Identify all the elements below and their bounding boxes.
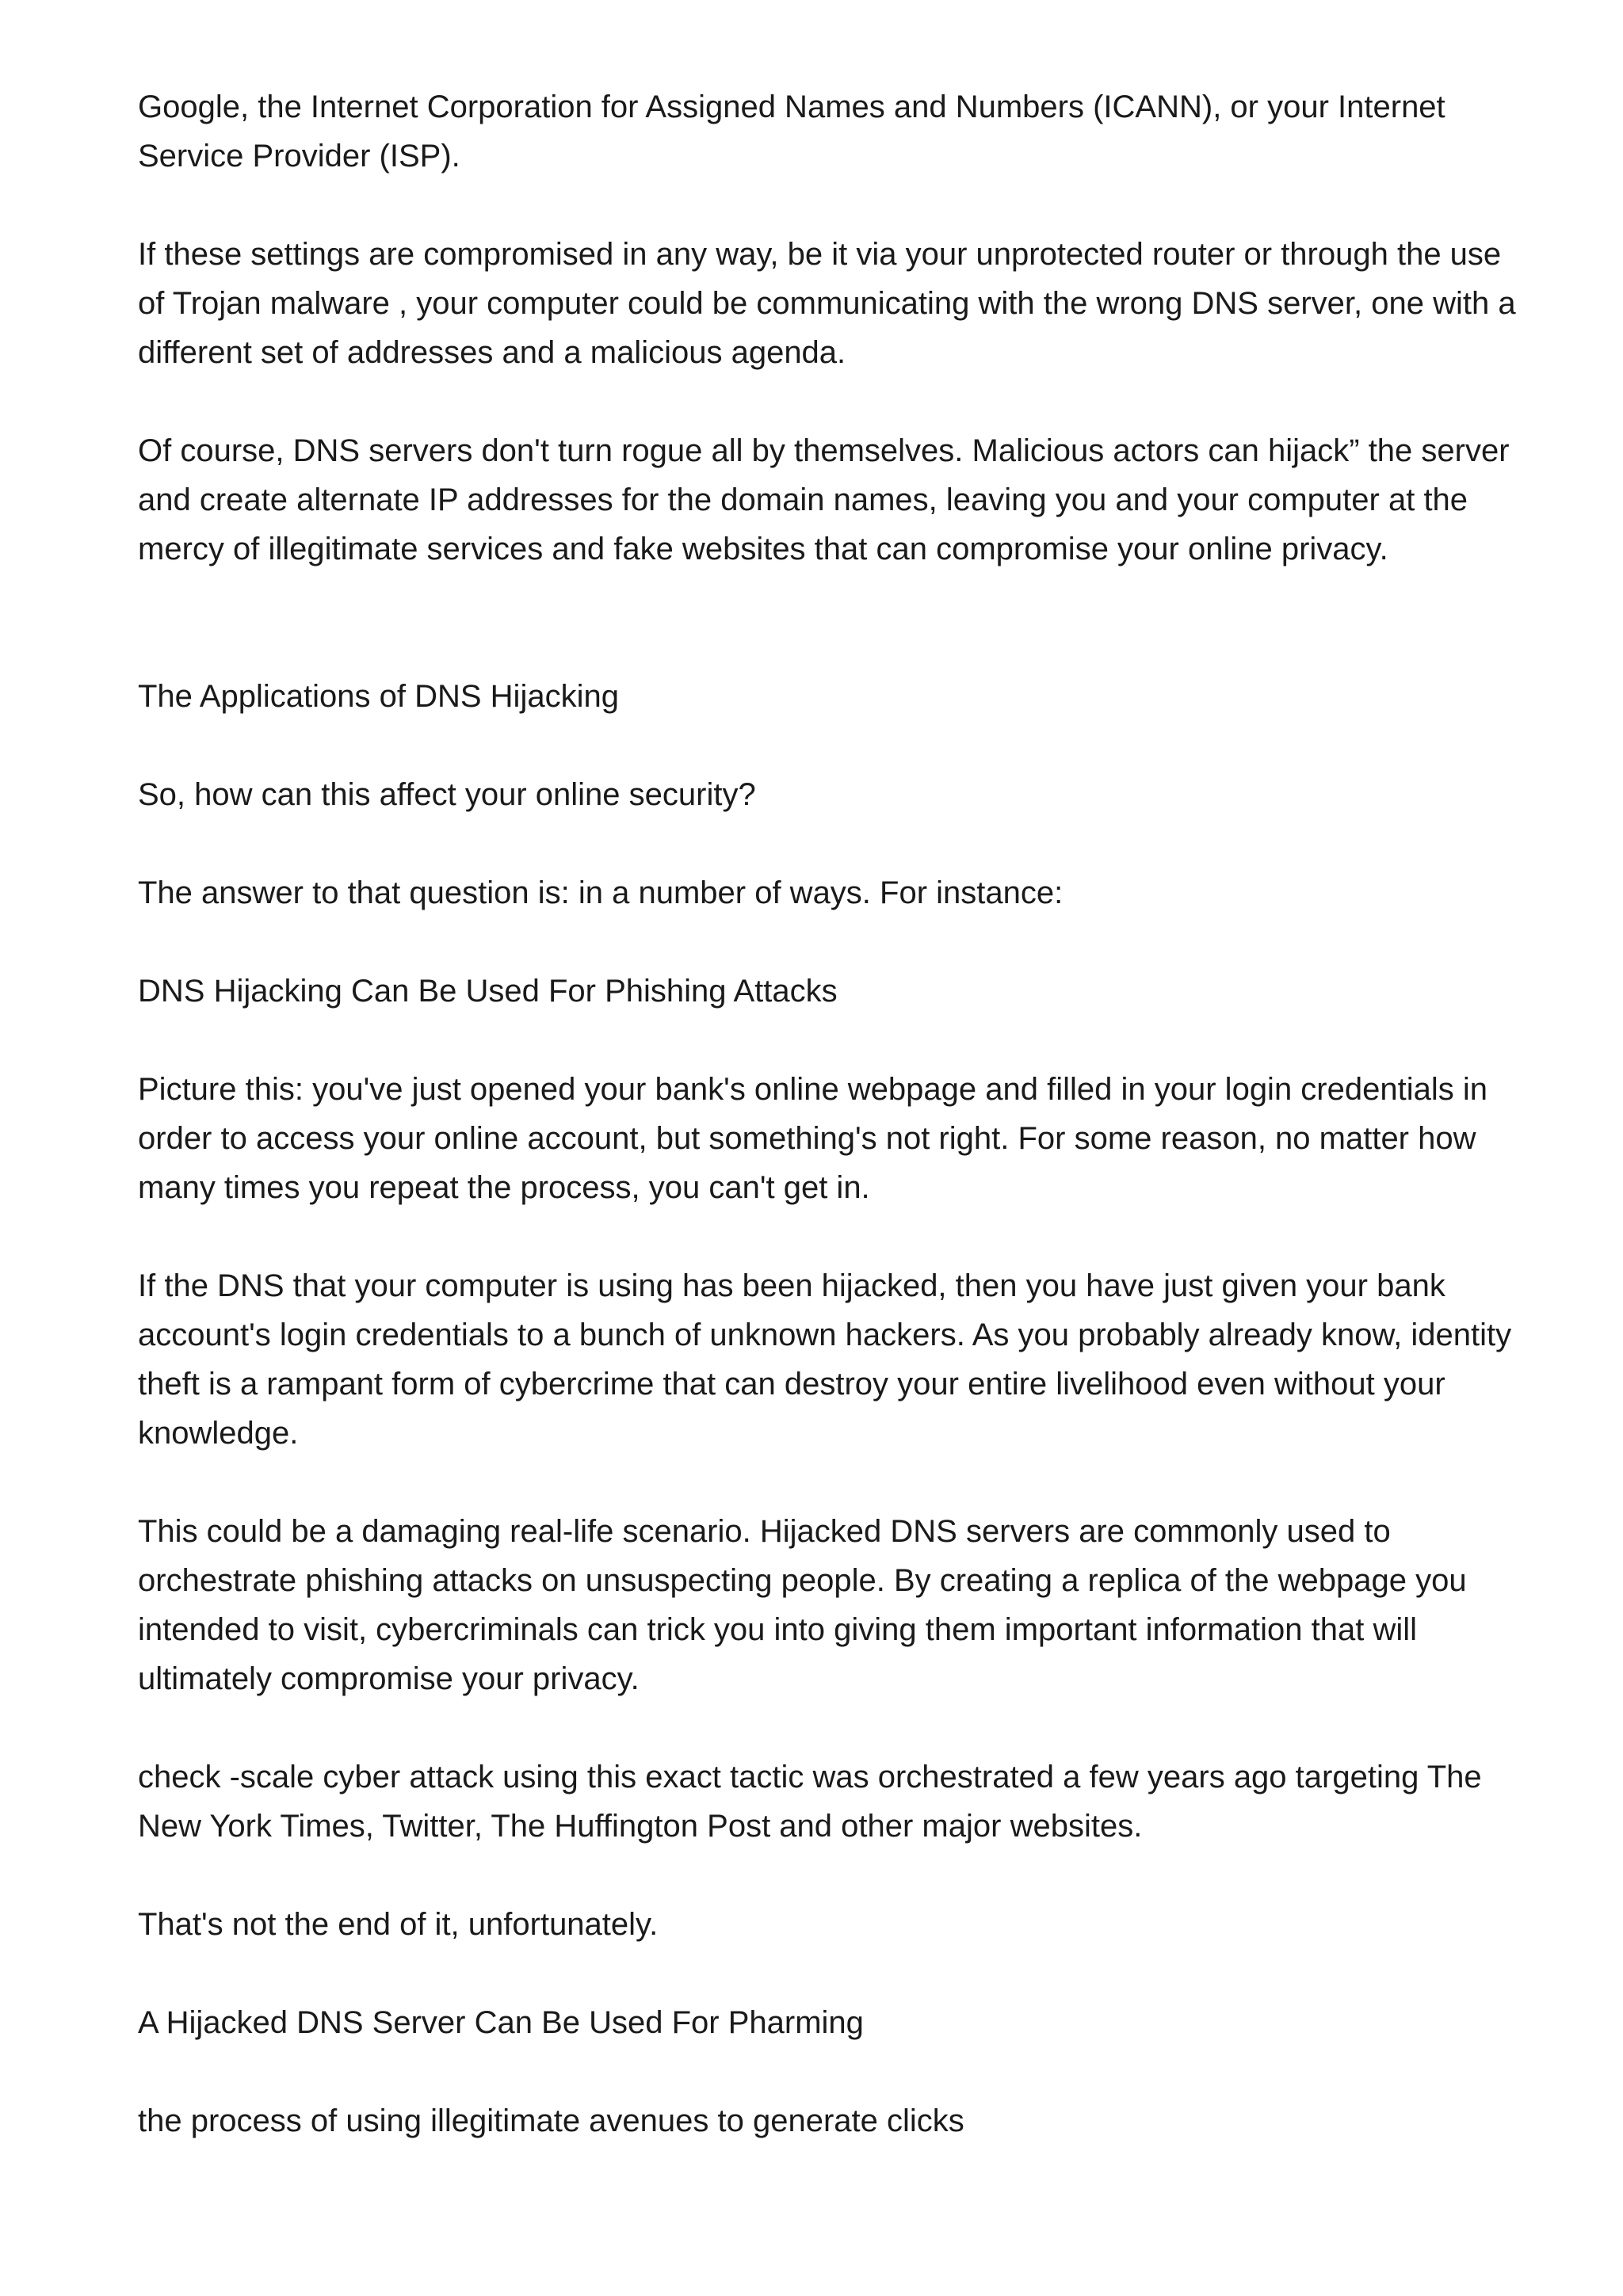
paragraph: Google, the Internet Corporation for Assigned Names and Numbers (ICANN), or your Internet Service Provider (ISP). [138, 90, 1445, 174]
section-heading: A Hijacked DNS Server Can Be Used For Pharming [138, 2005, 864, 2040]
paragraph: Of course, DNS servers don't turn rogue all by themselves. Malicious actors can hijack” the server and create alternate IP addresses for the domain names, leaving you and your computer at the mercy of illegitimate services and fake websites that can compromise your online privacy. [138, 433, 1510, 566]
paragraph: Picture this: you've just opened your bank's online webpage and filled in your login credentials in order to access your online account, but something's not right. For some reason, no matter how many times you repeat the process, you can't get in. [138, 1072, 1487, 1205]
section-heading: The Applications of DNS Hijacking [138, 679, 619, 714]
paragraph: If these settings are compromised in any way, be it via your unprotected router or through the use of Trojan malware , your computer could be communicating with the wrong DNS server, one with a different set of addresses and a malicious agenda. [138, 237, 1516, 370]
paragraph: the process of using illegitimate avenues to generate clicks [138, 2103, 964, 2138]
paragraph: That's not the end of it, unfortunately. [138, 1907, 659, 1942]
paragraph: If the DNS that your computer is using has been hijacked, then you have just given your bank account's login credentials to a bunch of unknown hackers. As you probably already know, identity theft is a rampant form of cybercrime that can destroy your entire livelihood even without your knowledge. [138, 1268, 1512, 1451]
paragraph: check -scale cyber attack using this exact tactic was orchestrated a few years ago targeting The New York Times, Twitter, The Huffington Post and other major websites. [138, 1760, 1482, 1844]
paragraph: So, how can this affect your online security? [138, 777, 756, 812]
section-heading: DNS Hijacking Can Be Used For Phishing Attacks [138, 974, 838, 1009]
paragraph: The answer to that question is: in a number of ways. For instance: [138, 875, 1064, 910]
paragraph: This could be a damaging real-life scenario. Hijacked DNS servers are commonly used to orchestrate phishing attacks on unsuspecting people. By creating a replica of the webpage you intended to visit, cybercriminals can trick you into giving them important information that will ultimately compromise your privacy. [138, 1514, 1467, 1696]
